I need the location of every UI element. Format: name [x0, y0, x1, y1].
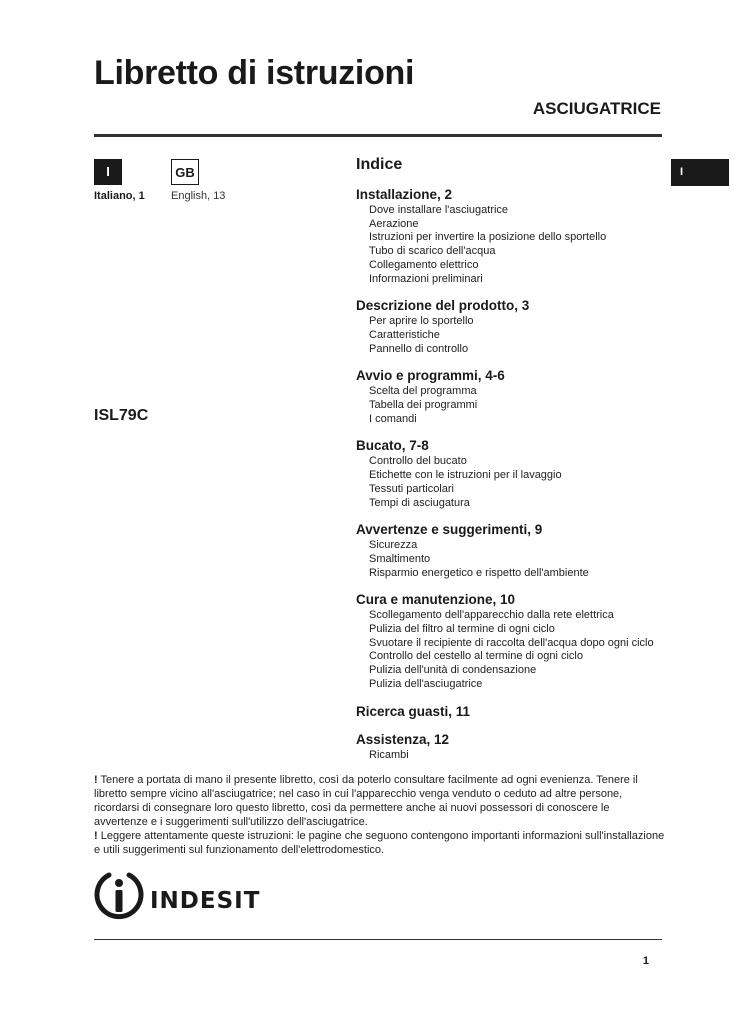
note-2	[94, 829, 666, 857]
toc-subitems	[356, 455, 666, 510]
language-button-gb[interactable]: GB	[171, 159, 199, 185]
toc-subitems	[356, 539, 666, 580]
toc-subitems	[356, 749, 666, 763]
toc-subitem[interactable]: Svuotare il recipiente di raccolta dell'acqua dopo ogni ciclo	[369, 636, 654, 649]
toc-subitem[interactable]: Informazioni preliminari	[369, 272, 483, 285]
toc-subitem[interactable]: Aerazione	[369, 217, 419, 230]
logo-wordmark: indesit	[150, 876, 261, 916]
toc-section	[356, 704, 666, 720]
toc-subitem[interactable]: Controllo del bucato	[369, 455, 467, 468]
toc-section	[356, 368, 666, 426]
language-tab-marker: I	[671, 159, 729, 186]
brand-logo	[94, 868, 260, 924]
toc-subitem[interactable]: Pannello di controllo	[369, 342, 469, 355]
toc-subitem[interactable]: Pulizia del filtro al termine di ogni ciclo	[369, 623, 555, 636]
page-number: 1	[642, 955, 649, 967]
toc-section	[356, 187, 666, 286]
toc-subitem[interactable]: Sicurezza	[369, 539, 418, 552]
product-type: ASCIUGATRICE	[532, 99, 661, 118]
toc-section-title[interactable]: Ricerca guasti, 11	[356, 703, 471, 719]
toc-subitem[interactable]: Caratteristiche	[369, 328, 440, 341]
language-button-it[interactable]: I	[94, 159, 122, 185]
toc-subitem[interactable]: Etichette con le istruzioni per il lavaggio	[369, 469, 562, 482]
warning-mark: !	[94, 774, 98, 786]
toc-subitem[interactable]: Scelta del programma	[369, 385, 477, 398]
notes	[94, 773, 666, 857]
toc-subitems	[356, 204, 666, 286]
toc-subitem[interactable]: Scollegamento dell'apparecchio dalla rete elettrica	[369, 609, 614, 622]
toc-subitem[interactable]: Tubo di scarico dell'acqua	[369, 245, 496, 258]
warning-mark: !	[94, 830, 98, 842]
toc-section-title[interactable]: Assistenza, 12	[356, 731, 450, 747]
page-title: Libretto di istruzioni	[94, 54, 415, 92]
language-label-gb: English, 13	[171, 190, 226, 202]
note-1-text: Tenere a portata di mano il presente libretto, così da poterlo consultare facilmente ad ogni evenienza. Tenere il libretto sempre vicino all'asciugatrice; nel caso in cui l'apparecchio venga venduto o ceduto ad altre persone, ricordarsi di consegnare loro questo libretto, così da permettere anche ai nuovi possessori di conoscere le avvertenze e i suggerimenti sull'utilizzo dell'asciugatrice.	[94, 774, 638, 828]
toc-section-title[interactable]: Avvertenze e suggerimenti, 9	[356, 522, 543, 538]
indesit-logo-icon	[94, 869, 144, 923]
header-divider	[94, 134, 662, 137]
toc-subitem[interactable]: Controllo del cestello al termine di ogni ciclo	[369, 650, 583, 663]
toc-subitem[interactable]: Pulizia dell'unità di condensazione	[369, 664, 537, 677]
footer-divider	[94, 939, 662, 940]
toc-sections	[356, 187, 666, 762]
toc-section-title[interactable]: Descrizione del prodotto, 3	[356, 298, 530, 314]
note-2-text: Leggere attentamente queste istruzioni: le pagine che seguono contengono importanti informazioni sull'installazione e utili suggerimenti sul funzionamento dell'elettrodomestico.	[94, 830, 665, 856]
toc-section	[356, 298, 666, 356]
toc-subitem[interactable]: Ricambi	[369, 748, 409, 761]
toc-section-title[interactable]: Cura e manutenzione, 10	[356, 592, 516, 608]
note-1	[94, 773, 666, 829]
toc-section	[356, 438, 666, 510]
toc-subitem[interactable]: Tessuti particolari	[369, 482, 454, 495]
toc-subitems	[356, 609, 666, 691]
toc-section	[356, 732, 666, 763]
toc-section	[356, 592, 666, 691]
toc-subitem[interactable]: Dove installare l'asciugatrice	[369, 204, 509, 216]
toc-subitem[interactable]: Tabella dei programmi	[369, 399, 478, 412]
language-label-it: Italiano, 1	[94, 190, 145, 202]
toc-section	[356, 522, 666, 580]
toc-section-title[interactable]: Installazione, 2	[356, 187, 453, 202]
toc-heading: Indice	[356, 156, 403, 173]
toc-subitem[interactable]: Pulizia dell'asciugatrice	[369, 677, 483, 690]
toc-subitem[interactable]: Tempi di asciugatura	[369, 496, 470, 509]
toc-subitem[interactable]: Istruzioni per invertire la posizione dello sportello	[369, 231, 607, 244]
toc-subitem[interactable]: Smaltimento	[369, 552, 431, 565]
toc-section-title[interactable]: Bucato, 7-8	[356, 438, 429, 454]
toc-subitem[interactable]: Per aprire lo sportello	[369, 315, 474, 328]
table-of-contents	[356, 155, 666, 774]
model-number: ISL79C	[94, 407, 149, 424]
toc-section-title[interactable]: Avvio e programmi, 4-6	[356, 368, 505, 384]
toc-subitem[interactable]: I comandi	[369, 412, 417, 425]
toc-subitem[interactable]: Risparmio energetico e rispetto dell'ambiente	[369, 566, 589, 579]
toc-subitems	[356, 385, 666, 426]
toc-subitem[interactable]: Collegamento elettrico	[369, 258, 479, 271]
toc-subitems	[356, 315, 666, 356]
